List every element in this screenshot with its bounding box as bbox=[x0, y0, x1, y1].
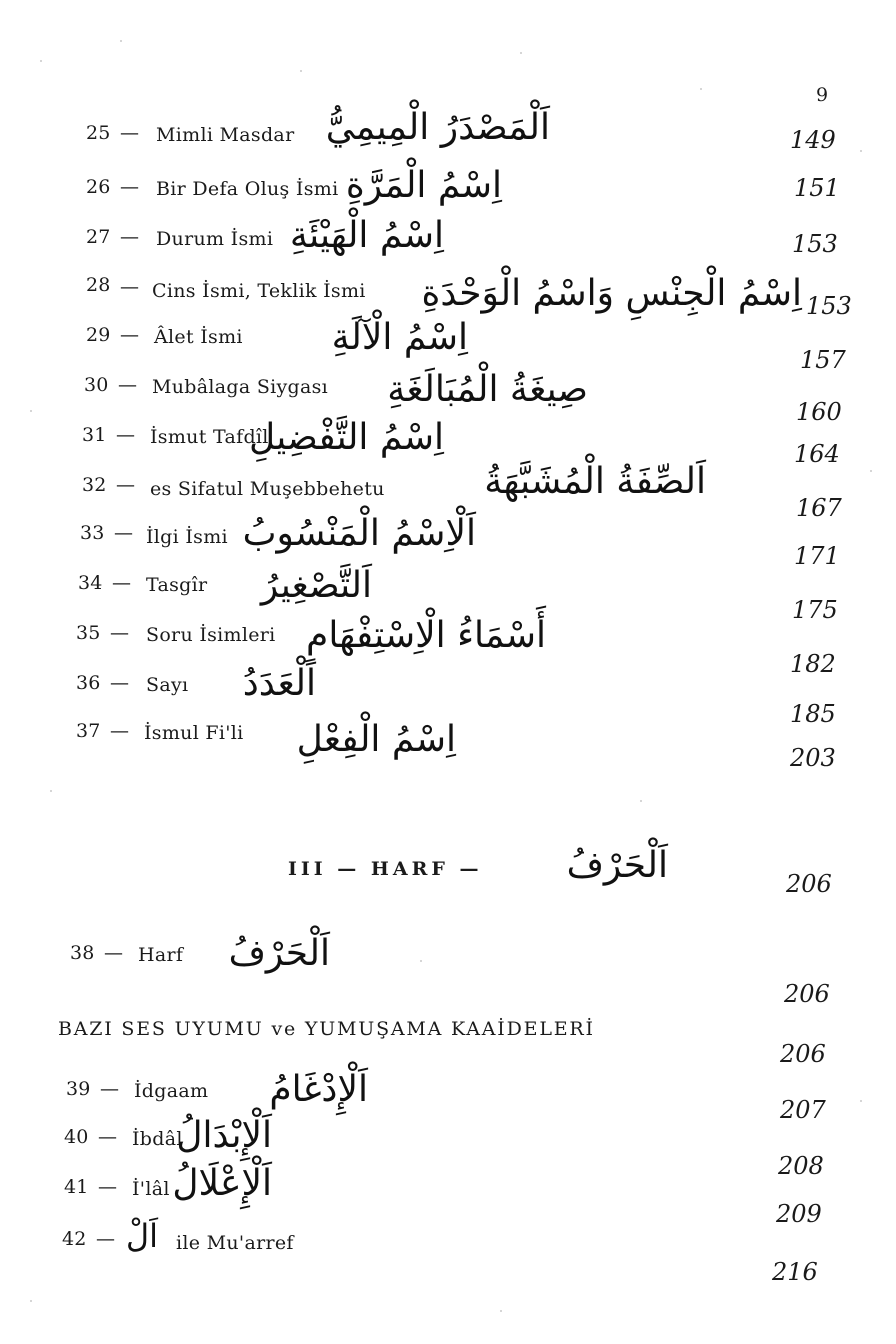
entry-number: 28 bbox=[86, 274, 111, 296]
entry-dash: — bbox=[110, 720, 129, 742]
section-title: III — HARF — bbox=[288, 858, 483, 880]
entry-page: 153 bbox=[792, 230, 838, 258]
entry-label: Mimli Masdar bbox=[156, 124, 295, 146]
entry-number: 31 bbox=[82, 424, 107, 446]
entry-number: 29 bbox=[86, 324, 111, 346]
entry-arabic: اَلتَّصْغِيرُ bbox=[260, 565, 372, 606]
entry-arabic: اِسْمُ الْآلَةِ bbox=[331, 317, 468, 358]
entry-arabic: اَلْاِسْمُ الْمَنْسُوبُ bbox=[242, 513, 476, 554]
entry-arabic: اِسْمُ الْهَيْئَةِ bbox=[289, 215, 444, 256]
entry-number: 34 bbox=[78, 572, 103, 594]
entry-arabic: اَلْحَرْفُ bbox=[228, 933, 330, 974]
section-page: 206 bbox=[786, 870, 832, 898]
subheading-page: 206 bbox=[780, 1040, 826, 1068]
entry-number: 25 bbox=[86, 122, 111, 144]
entry-number: 33 bbox=[80, 522, 105, 544]
subheading-text: BAZI SES UYUMU ve YUMUŞAMA KAAİDELERİ bbox=[58, 1018, 595, 1040]
entry-arabic: اَلْعَدَدُ bbox=[242, 663, 316, 704]
entry-label: İdgaam bbox=[134, 1080, 209, 1102]
entry-dash: — bbox=[98, 1176, 117, 1198]
entry-page: 167 bbox=[796, 494, 842, 522]
entry-page: 171 bbox=[794, 542, 840, 570]
entry-arabic: اَلصِّفَةُ الْمُشَبَّهَةُ bbox=[484, 461, 706, 502]
entry-label: Soru İsimleri bbox=[146, 624, 276, 646]
entry-label: ile Mu'arref bbox=[176, 1232, 294, 1254]
entry-page: 164 bbox=[794, 440, 840, 468]
entry-number: 32 bbox=[82, 474, 107, 496]
entry-label: Mubâlaga Siygası bbox=[152, 376, 329, 398]
entry-label: İ'lâl bbox=[132, 1178, 170, 1200]
entry-dash: — bbox=[116, 424, 135, 446]
entry-page: 208 bbox=[778, 1152, 824, 1180]
entry-dash: — bbox=[120, 226, 139, 248]
entry-label: Harf bbox=[138, 944, 184, 966]
entry-arabic: اَلْإِدْغَامُ bbox=[269, 1069, 368, 1110]
entry-page: 216 bbox=[772, 1258, 818, 1286]
entry-dash: — bbox=[114, 522, 133, 544]
entry-arabic: اِسْمُ الْجِنْسِ وَاسْمُ الْوَحْدَةِ bbox=[421, 273, 802, 314]
entry-number: 37 bbox=[76, 720, 101, 742]
entry-page: 151 bbox=[794, 174, 840, 202]
entry-number: 41 bbox=[64, 1176, 89, 1198]
entry-dash: — bbox=[112, 572, 131, 594]
entry-dash: — bbox=[116, 474, 135, 496]
entry-dash: — bbox=[98, 1126, 117, 1148]
entry-page: 207 bbox=[780, 1096, 826, 1124]
entry-label: İlgi İsmi bbox=[146, 526, 228, 548]
entry-dash: — bbox=[120, 122, 139, 144]
entry-dash: — bbox=[96, 1228, 115, 1250]
entry-dash: — bbox=[120, 276, 139, 298]
entry-number: 27 bbox=[86, 226, 111, 248]
entry-page: 149 bbox=[790, 126, 836, 154]
entry-arabic: اَلْإِعْلَالُ bbox=[172, 1163, 272, 1204]
entry-arabic: أَسْمَاءُ الْاِسْتِفْهَامِ bbox=[306, 615, 546, 656]
entry-page: 153 bbox=[806, 292, 852, 320]
entry-page: 157 bbox=[800, 346, 846, 374]
entry-page: 206 bbox=[784, 980, 830, 1008]
entry-dash: — bbox=[118, 374, 137, 396]
entry-page: 209 bbox=[776, 1200, 822, 1228]
entry-label: Tasgîr bbox=[146, 574, 208, 596]
entry-number: 30 bbox=[84, 374, 109, 396]
entry-dash: — bbox=[110, 622, 129, 644]
entry-label: İsmul Fi'li bbox=[144, 722, 244, 744]
entry-page: 203 bbox=[790, 744, 836, 772]
entry-label: Âlet İsmi bbox=[154, 326, 243, 348]
entry-dash: — bbox=[104, 942, 123, 964]
entry-number: 38 bbox=[70, 942, 95, 964]
entry-arabic: اِسْمُ الْمَرَّةِ bbox=[345, 165, 502, 206]
entry-dash: — bbox=[120, 324, 139, 346]
entry-label: İsmut Tafdîl bbox=[150, 426, 269, 448]
entry-label: es Sifatul Muşebbehetu bbox=[150, 478, 385, 500]
entry-number: 40 bbox=[64, 1126, 89, 1148]
entry-number: 26 bbox=[86, 176, 111, 198]
entry-label: Bir Defa Oluş İsmi bbox=[156, 178, 339, 200]
entry-arabic: صِيغَةُ الْمُبَالَغَةِ bbox=[387, 369, 588, 410]
entry-dash: — bbox=[120, 176, 139, 198]
entry-label: Sayı bbox=[146, 674, 189, 696]
entry-page: 175 bbox=[792, 596, 838, 624]
page-number: 9 bbox=[816, 84, 829, 106]
section-arabic: اَلْحَرْفُ bbox=[566, 845, 668, 886]
entry-dash: — bbox=[100, 1078, 119, 1100]
entry-page: 160 bbox=[796, 398, 842, 426]
entry-page: 185 bbox=[790, 700, 836, 728]
entry-arabic: اَلْإِبْدَالُ bbox=[176, 1115, 272, 1156]
entry-label: İbdâl bbox=[132, 1128, 183, 1150]
entry-number: 36 bbox=[76, 672, 101, 694]
entry-number: 39 bbox=[66, 1078, 91, 1100]
entry-dash: — bbox=[110, 672, 129, 694]
entry-arabic: اِسْمُ التَّفْضِيلِ bbox=[249, 417, 444, 458]
entry-label: Durum İsmi bbox=[156, 228, 274, 250]
entry-page: 182 bbox=[790, 650, 836, 678]
entry-label: Cins İsmi, Teklik İsmi bbox=[152, 280, 366, 302]
entry-arabic: اَلْ bbox=[125, 1217, 158, 1255]
entry-arabic: اَلْمَصْدَرُ الْمِيمِيُّ bbox=[325, 107, 550, 148]
entry-number: 42 bbox=[62, 1228, 87, 1250]
entry-number: 35 bbox=[76, 622, 101, 644]
entry-arabic: اِسْمُ الْفِعْلِ bbox=[296, 719, 456, 760]
